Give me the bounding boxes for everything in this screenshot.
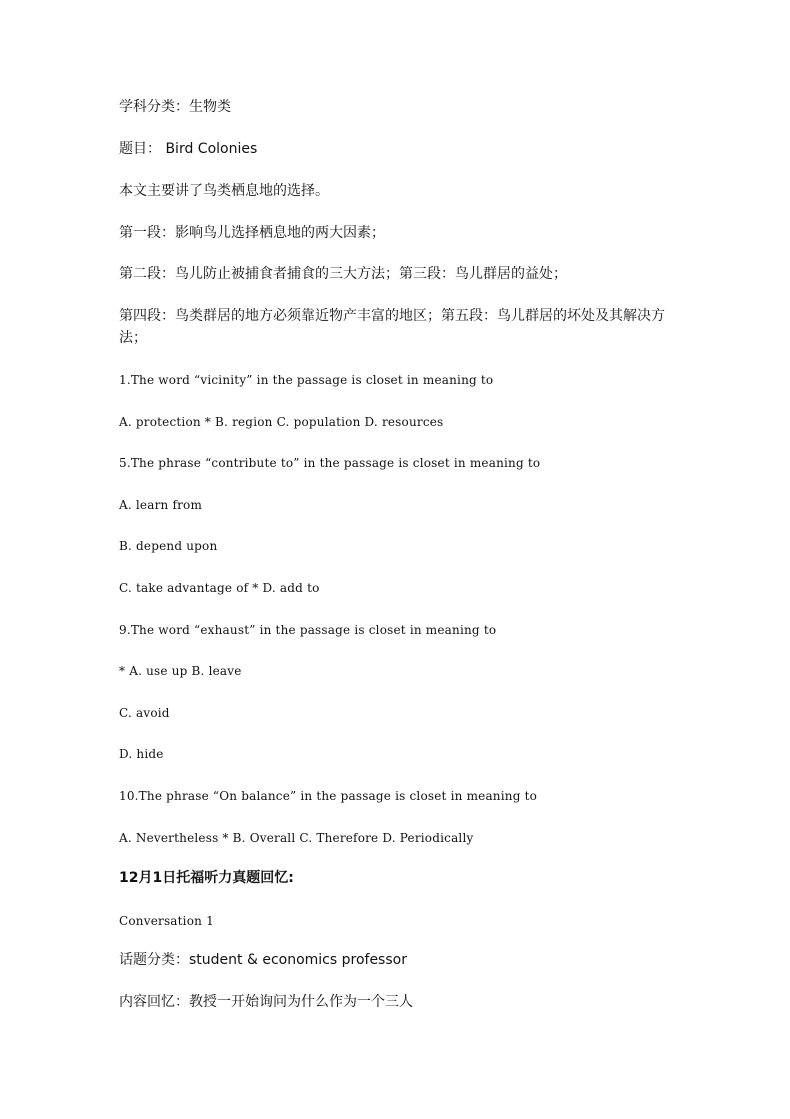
question-5-option-b: B. depend upon <box>119 539 218 553</box>
question-9-option-d: D. hide <box>119 747 164 761</box>
content-recall: 内容回忆：教授一开始询问为什么作为一个三人 <box>119 994 413 1010</box>
paragraph-2-3-summary: 第二段：鸟儿防止被捕食者捕食的三大方法；第三段：鸟儿群居的益处； <box>119 266 567 282</box>
question-5: 5.The phrase “contribute to” in the passage is closet in meaning to <box>119 456 541 470</box>
question-9-option-c: C. avoid <box>119 706 170 720</box>
conversation-label: Conversation 1 <box>119 914 214 928</box>
question-1: 1.The word “vicinity” in the passage is closet in meaning to <box>119 373 494 387</box>
question-5-option-a: A. learn from <box>119 498 203 512</box>
question-9: 9.The word “exhaust” in the passage is closet in meaning to <box>119 623 497 637</box>
paragraph-1-summary: 第一段：影响鸟儿选择栖息地的两大因素； <box>119 225 385 241</box>
paragraph-4-5-summary: 第四段：鸟类群居的地方必须靠近物产丰富的地区；第五段：鸟儿群居的坏处及其解决方法； <box>119 308 665 346</box>
topic-category: 话题分类：student & economics professor <box>119 952 407 968</box>
question-5-options-cd: C. take advantage of * D. add to <box>119 581 320 595</box>
passage-title: 题目： Bird Colonies <box>119 141 258 157</box>
question-1-options: A. protection * B. region C. population D. resources <box>119 415 444 429</box>
passage-summary: 本文主要讲了鸟类栖息地的选择。 <box>119 183 329 199</box>
question-9-options-ab: * A. use up B. leave <box>119 664 242 678</box>
subject-category: 学科分类：生物类 <box>119 99 231 115</box>
section-heading: 12月1日托福听力真题回忆: <box>119 870 294 886</box>
question-10-options: A. Nevertheless * B. Overall C. Therefore D. Periodically <box>119 831 474 845</box>
question-10: 10.The phrase “On balance” in the passage is closet in meaning to <box>119 789 538 803</box>
